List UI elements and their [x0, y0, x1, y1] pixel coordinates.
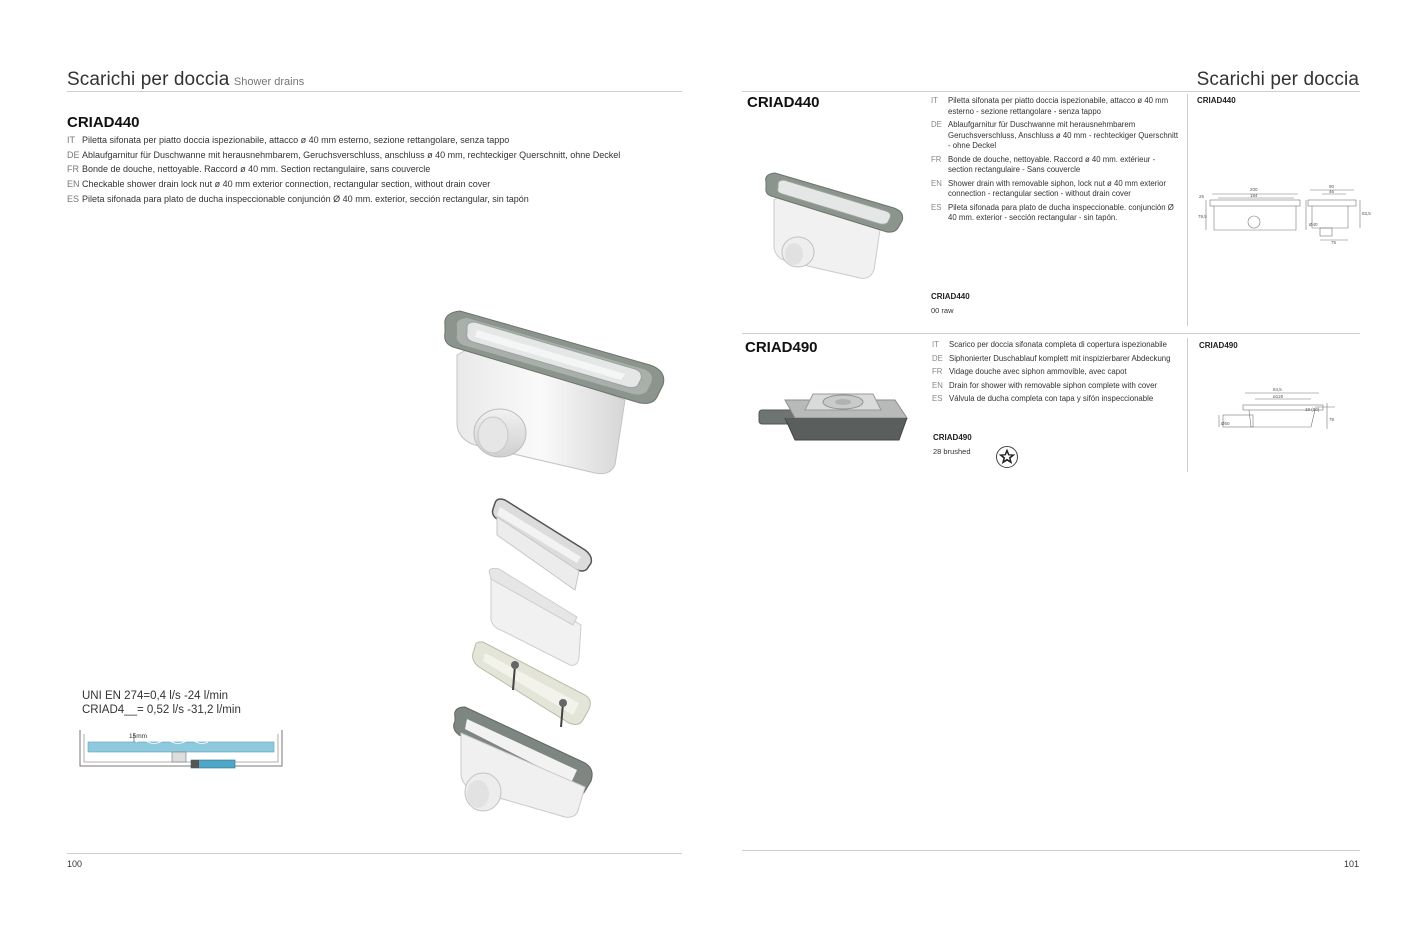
criad440-description-list [931, 96, 1179, 227]
criad440-description-de: DE Ablaufgarnitur für Duschwanne mit herausnehmbarem Geruchsverschluss, Anschluss ø 40 mm - rechteckiger Querschnitt - ohne Deckel [931, 120, 1179, 150]
dim490-dia: Ø50 [1221, 421, 1230, 426]
product-divider [742, 333, 1360, 334]
right-footer-divider [742, 850, 1360, 851]
dim-h2: 83,5 [1362, 211, 1371, 216]
right-page-title: Scarichi per doccia [1196, 69, 1359, 90]
criad440-column-divider [1187, 94, 1188, 326]
dim490-w2: ø120 [1273, 394, 1284, 399]
water-flow-diagram [76, 726, 288, 774]
dim-d1: 90 [1329, 184, 1335, 189]
criad490-description-es: ES Válvula de ducha completa con tapa y sifón inspeccionable [932, 394, 1154, 403]
criad440-technical-drawing [1198, 182, 1373, 247]
page-subtitle: Shower drains [233, 76, 305, 88]
description-list [67, 133, 620, 207]
footer-divider [67, 853, 682, 854]
criad490-finish: 28 brushed [933, 447, 971, 456]
criad440-drawing-code: CRIAD440 [1197, 96, 1236, 105]
description-en: EN Checkable shower drain lock nut ø 40 mm exterior connection, rectangular section, without drain cover [67, 179, 491, 190]
flow-rate-standard: UNI EN 274=0,4 l/s -24 l/min [82, 690, 229, 702]
criad440-description-fr: FR Bonde de douche, nettoyable. Raccord ø 40 mm. extérieur - section rectangulaire - Sans couvercle [931, 154, 1156, 174]
criad490-description-en: EN Drain for shower with removable siphon complete with cover [932, 380, 1158, 390]
dim-h1: 79,5 [1198, 214, 1207, 219]
criad490-description-list [932, 340, 1182, 408]
dim-h3: 25 [1199, 194, 1205, 199]
criad490-technical-drawing [1215, 385, 1345, 440]
description-fr: FR Bonde de douche, nettoyable. Raccord ø 40 mm. Section rectangulaire, sans couvercle [67, 164, 431, 175]
diagram-label: 15mm [129, 733, 148, 740]
criad440-description-it: IT Piletta sifonata per piatto doccia ispezionabile, attacco ø 40 mm esterno - sezione rettangolare - senza tappo [931, 96, 1169, 116]
product-code-criad440: CRIAD440 [747, 94, 820, 111]
criad490-description-de: DE Siphonierter Duschablauf komplett mit inspizierbarer Abdeckung [932, 353, 1171, 363]
criad440-product-image [760, 170, 910, 280]
product-code-criad490: CRIAD490 [745, 339, 818, 356]
drain-product-image [435, 305, 675, 480]
left-page-header [67, 69, 682, 91]
description-it: IT Piletta sifonata per piatto doccia ispezionabile, attacco ø 40 mm esterno, sezione rettangolare, senza tappo [67, 135, 510, 145]
dim-d2: 46 [1329, 189, 1335, 194]
dim-w1: 200 [1250, 187, 1258, 192]
page-number-left: 100 [67, 859, 83, 869]
criad490-product-image [755, 388, 915, 448]
header-divider [67, 91, 682, 92]
page-title: Scarichi per doccia [67, 69, 230, 90]
criad440-finish: 00 raw [931, 306, 954, 315]
criad490-description-fr: FR Vidage douche avec siphon ammovible, avec capot [932, 367, 1127, 376]
dim-dia: Ø40 [1309, 222, 1318, 227]
flow-rate-product: CRIAD4__= 0,52 l/s -31,2 l/min [82, 704, 241, 716]
criad440-description-es: ES Pileta sifonada para plato de ducha inspeccionable. conjunción Ø 40 mm. exterior - sección rectangular - sin tapón. [931, 202, 1174, 222]
flow-rate-info [82, 689, 241, 717]
description-es: ES Pileta sifonada para plato de ducha inspeccionable conjunción Ø 40 mm. exterior, sección rectangular, sin tapón [67, 193, 529, 204]
dim-w2: 184 [1250, 193, 1258, 198]
criad490-description-it: IT Scarico per doccia sifonata completa di copertura ispezionabile [932, 340, 1168, 349]
right-header-divider [742, 91, 1360, 92]
dim490-h1: 19 (30) [1305, 407, 1320, 412]
criad440-description-en: EN Shower drain with removable siphon, lock nut ø 40 mm exterior connection - rectangular section - without drain cover [931, 178, 1166, 198]
dim490-w1: 84,5 [1273, 387, 1282, 392]
criad440-variant-code: CRIAD440 [931, 292, 970, 301]
description-de: DE Ablaufgarnitur für Duschwanne mit herausnehmbarem, Geruchsverschluss, anschluss ø 40 mm, rechteckiger Querschnitt, ohne Deckel [67, 149, 621, 160]
product-code: CRIAD440 [67, 114, 140, 131]
drain-exploded-view [445, 495, 605, 825]
star-badge-icon [995, 445, 1019, 469]
dim-b: 75 [1331, 240, 1337, 245]
criad490-drawing-code: CRIAD490 [1199, 341, 1238, 350]
page-number-right: 101 [1343, 859, 1359, 869]
criad490-variant-code: CRIAD490 [933, 433, 972, 442]
dim490-h2: 78 [1329, 417, 1335, 422]
criad490-column-divider [1187, 338, 1188, 472]
